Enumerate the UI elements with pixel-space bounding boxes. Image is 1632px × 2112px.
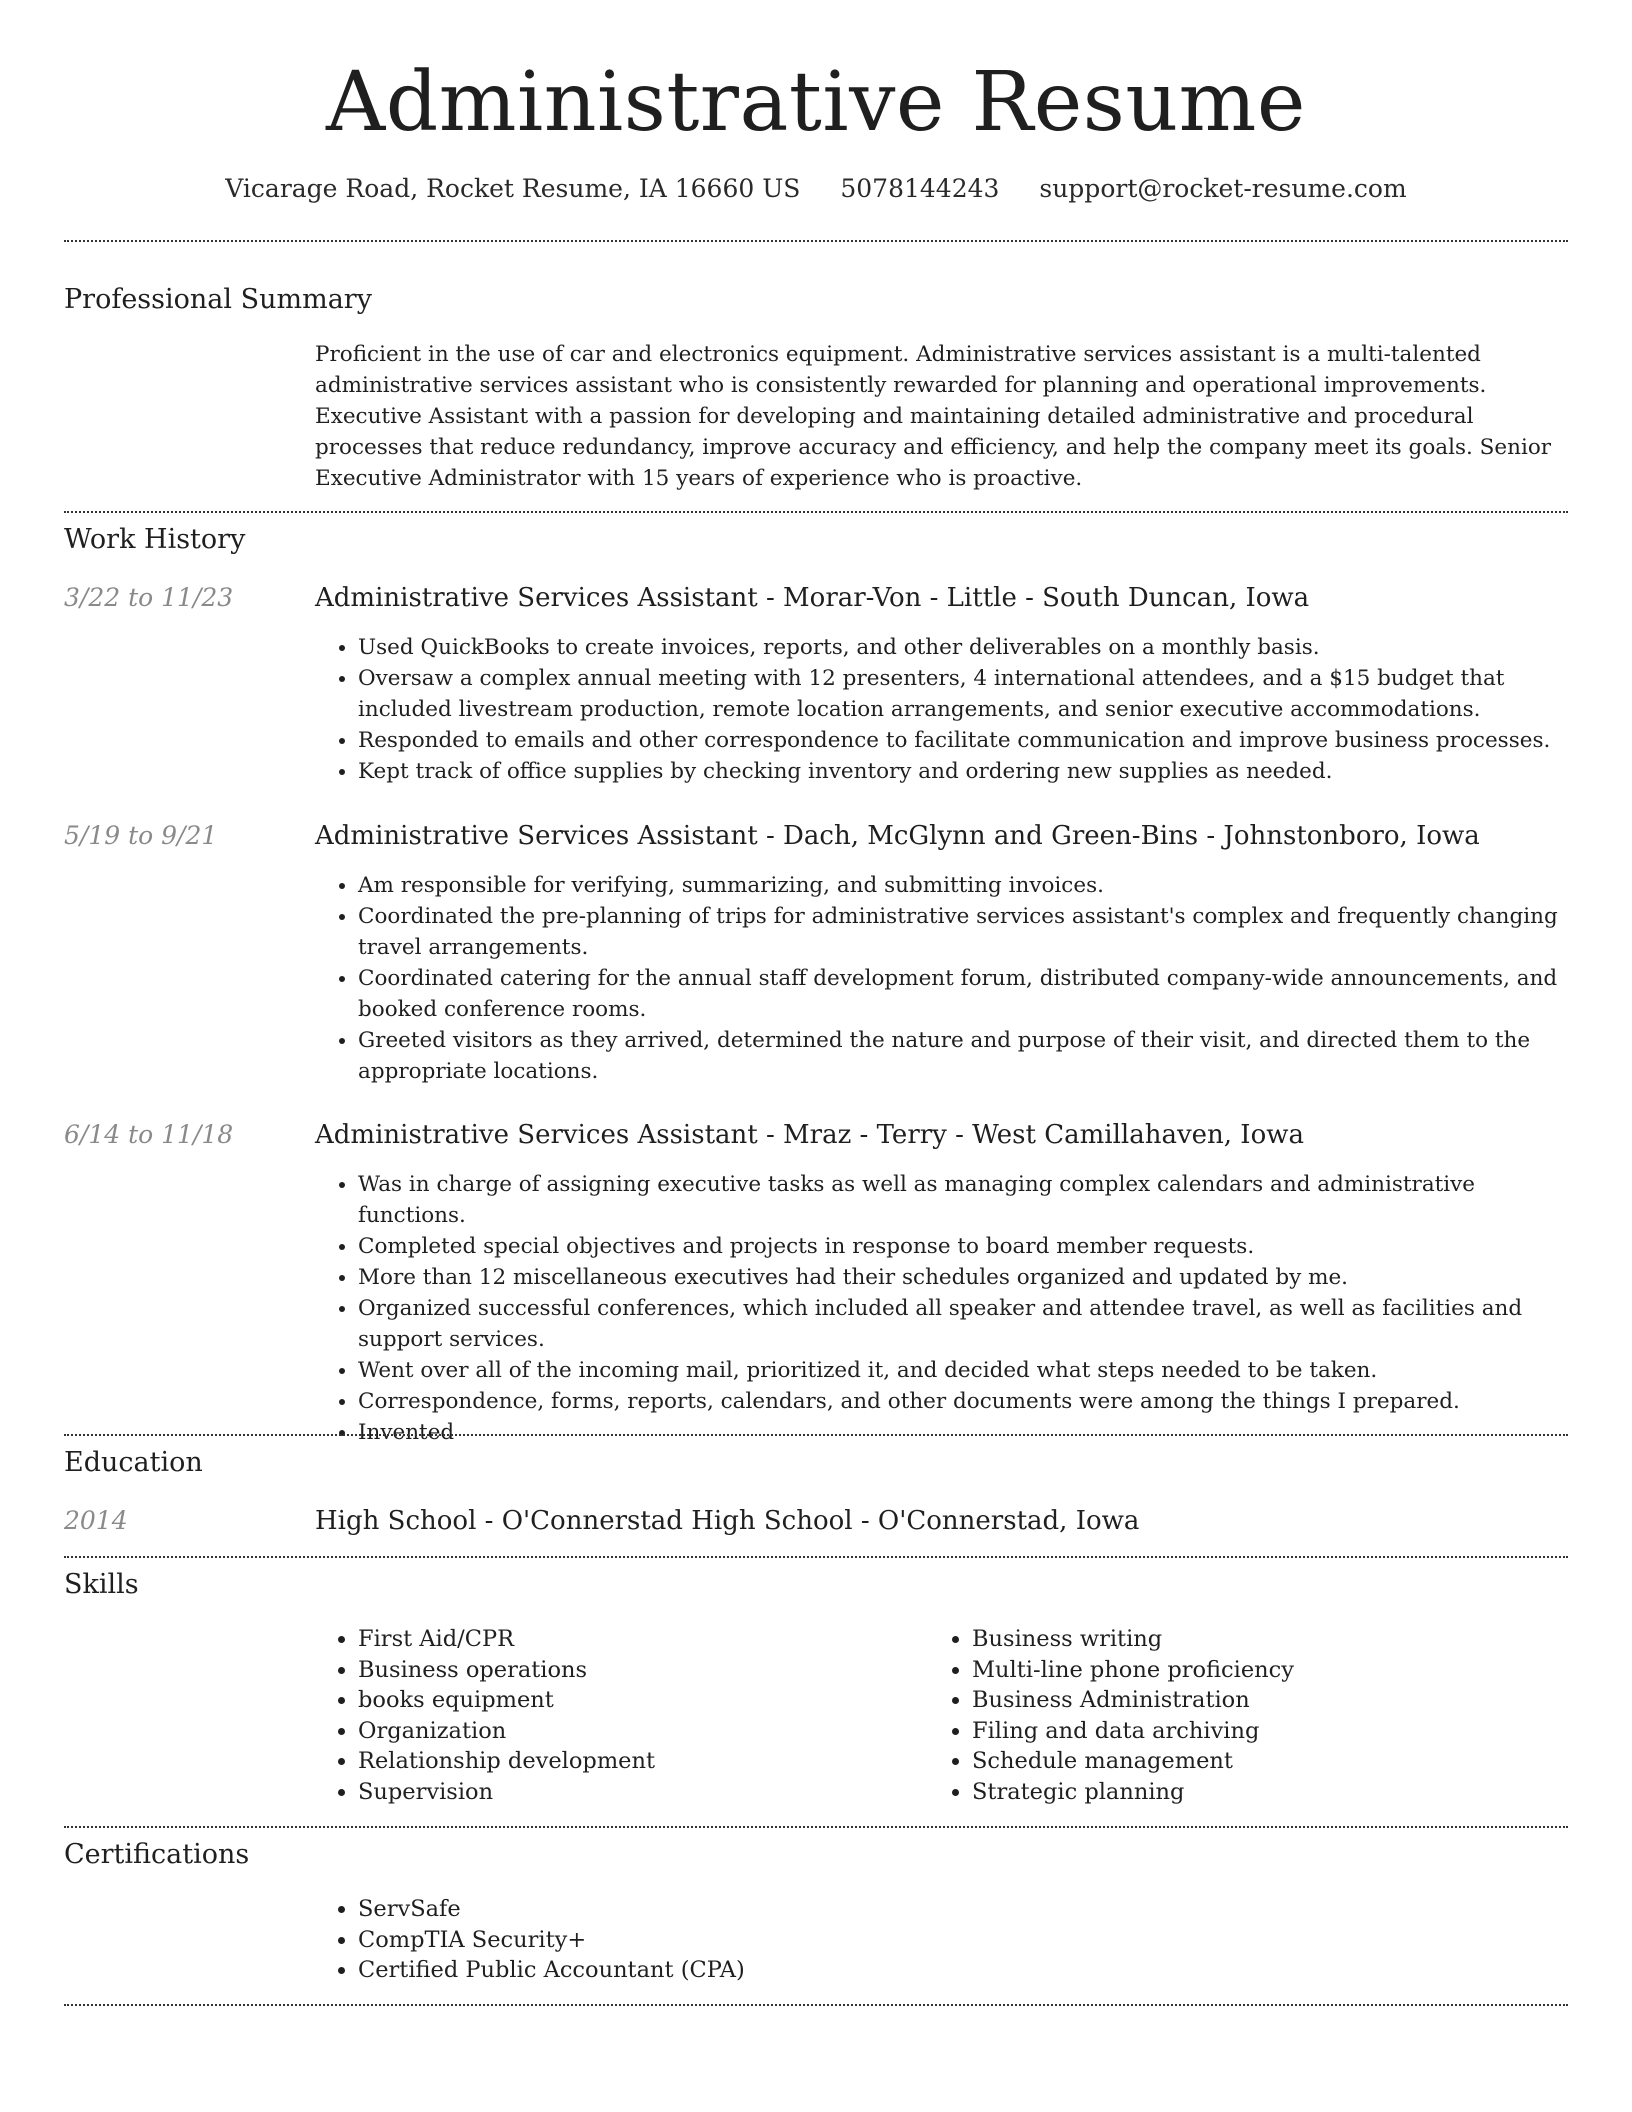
list-item: • Business writing <box>972 1624 1294 1655</box>
divider <box>64 1826 1568 1828</box>
list-item: • Coordinated catering for the annual staff development forum, distributed company-wide announcements, and booked conference rooms. <box>358 963 1568 1025</box>
education-entry: High School - O'Connerstad High School - O'Connerstad, Iowa <box>315 1506 1140 1536</box>
divider <box>64 2004 1568 2006</box>
divider <box>64 240 1568 242</box>
list-item: • Am responsible for verifying, summarizing, and submitting invoices. <box>358 870 1568 901</box>
job-bullets <box>315 870 1568 1087</box>
list-item: • Responded to emails and other correspondence to facilitate communication and improve business processes. <box>358 725 1568 756</box>
list-item: • Went over all of the incoming mail, prioritized it, and decided what steps needed to be taken. <box>358 1355 1568 1386</box>
contact-phone: 5078144243 <box>840 174 1000 203</box>
list-item: • More than 12 miscellaneous executives had their schedules organized and updated by me. <box>358 1262 1568 1293</box>
job-dates: 6/14 to 11/18 <box>64 1120 234 1149</box>
list-item: • Organized successful conferences, which included all speaker and attendee travel, as well as facilities and support services. <box>358 1293 1568 1355</box>
job-title: Administrative Services Assistant - Dach, McGlynn and Green-Bins - Johnstonboro, Iowa <box>315 821 1480 851</box>
skills-list-right <box>929 1624 1294 1808</box>
divider <box>64 1434 1568 1436</box>
job-bullets <box>315 1169 1568 1448</box>
list-item: • Multi-line phone proficiency <box>972 1655 1294 1686</box>
list-item: • Completed special objectives and projects in response to board member requests. <box>358 1231 1568 1262</box>
job-title: Administrative Services Assistant - Morar-Von - Little - South Duncan, Iowa <box>315 583 1310 613</box>
list-item: • Relationship development <box>358 1746 655 1777</box>
contact-address: Vicarage Road, Rocket Resume, IA 16660 US <box>225 174 801 203</box>
contact-email: support@rocket-resume.com <box>1039 174 1407 203</box>
skills-list-left <box>315 1624 655 1808</box>
list-item: • Business Administration <box>972 1685 1294 1716</box>
divider <box>64 1556 1568 1558</box>
section-heading-certifications: Certifications <box>64 1839 250 1870</box>
list-item: • CompTIA Security+ <box>358 1925 745 1956</box>
list-item: • Certified Public Accountant (CPA) <box>358 1955 745 1986</box>
list-item: • Business operations <box>358 1655 655 1686</box>
job-bullets <box>315 632 1568 787</box>
list-item: • Strategic planning <box>972 1777 1294 1808</box>
list-item: • Coordinated the pre-planning of trips for administrative services assistant's complex and frequently changing travel arrangements. <box>358 901 1568 963</box>
list-item: • Schedule management <box>972 1746 1294 1777</box>
contact-line <box>0 171 1632 207</box>
divider <box>64 511 1568 513</box>
list-item: • Kept track of office supplies by checking inventory and ordering new supplies as needed. <box>358 756 1568 787</box>
job-dates: 5/19 to 9/21 <box>64 821 218 850</box>
section-heading-education: Education <box>64 1447 203 1478</box>
list-item: • ServSafe <box>358 1894 745 1925</box>
education-year: 2014 <box>64 1506 128 1535</box>
resume-title: Administrative Resume <box>326 55 1306 150</box>
certifications-list <box>315 1894 745 1986</box>
list-item: • Oversaw a complex annual meeting with 12 presenters, 4 international attendees, and a $15 budget that included livestream production, remote location arrangements, and senior executive accommodations. <box>358 663 1568 725</box>
summary-text: Proficient in the use of car and electronics equipment. Administrative services assistant is a multi-talented administrative services assistant who is consistently rewarded for planning and operational improvements. Executive Assistant with a passion for developing and maintaining detailed administrative and procedural processes that reduce redundancy, improve accuracy and efficiency, and help the company meet its goals. Senior Executive Administrator with 15 years of experience who is proactive. <box>315 342 1552 491</box>
section-heading-skills: Skills <box>64 1569 139 1600</box>
list-item: • Used QuickBooks to create invoices, reports, and other deliverables on a monthly basis. <box>358 632 1568 663</box>
list-item: • Filing and data archiving <box>972 1716 1294 1747</box>
list-item: • books equipment <box>358 1685 655 1716</box>
list-item: • Organization <box>358 1716 655 1747</box>
list-item: • Invented <box>358 1417 1568 1448</box>
list-item: • Greeted visitors as they arrived, determined the nature and purpose of their visit, and directed them to the appropriate locations. <box>358 1025 1568 1087</box>
list-item: • Supervision <box>358 1777 655 1808</box>
section-heading-work-history: Work History <box>64 524 246 555</box>
section-heading-summary: Professional Summary <box>64 284 372 315</box>
list-item: • Was in charge of assigning executive tasks as well as managing complex calendars and administrative functions. <box>358 1169 1568 1231</box>
list-item: • First Aid/CPR <box>358 1624 655 1655</box>
job-title: Administrative Services Assistant - Mraz - Terry - West Camillahaven, Iowa <box>315 1120 1304 1150</box>
list-item: • Correspondence, forms, reports, calendars, and other documents were among the things I prepared. <box>358 1386 1568 1417</box>
job-dates: 3/22 to 11/23 <box>64 583 234 612</box>
